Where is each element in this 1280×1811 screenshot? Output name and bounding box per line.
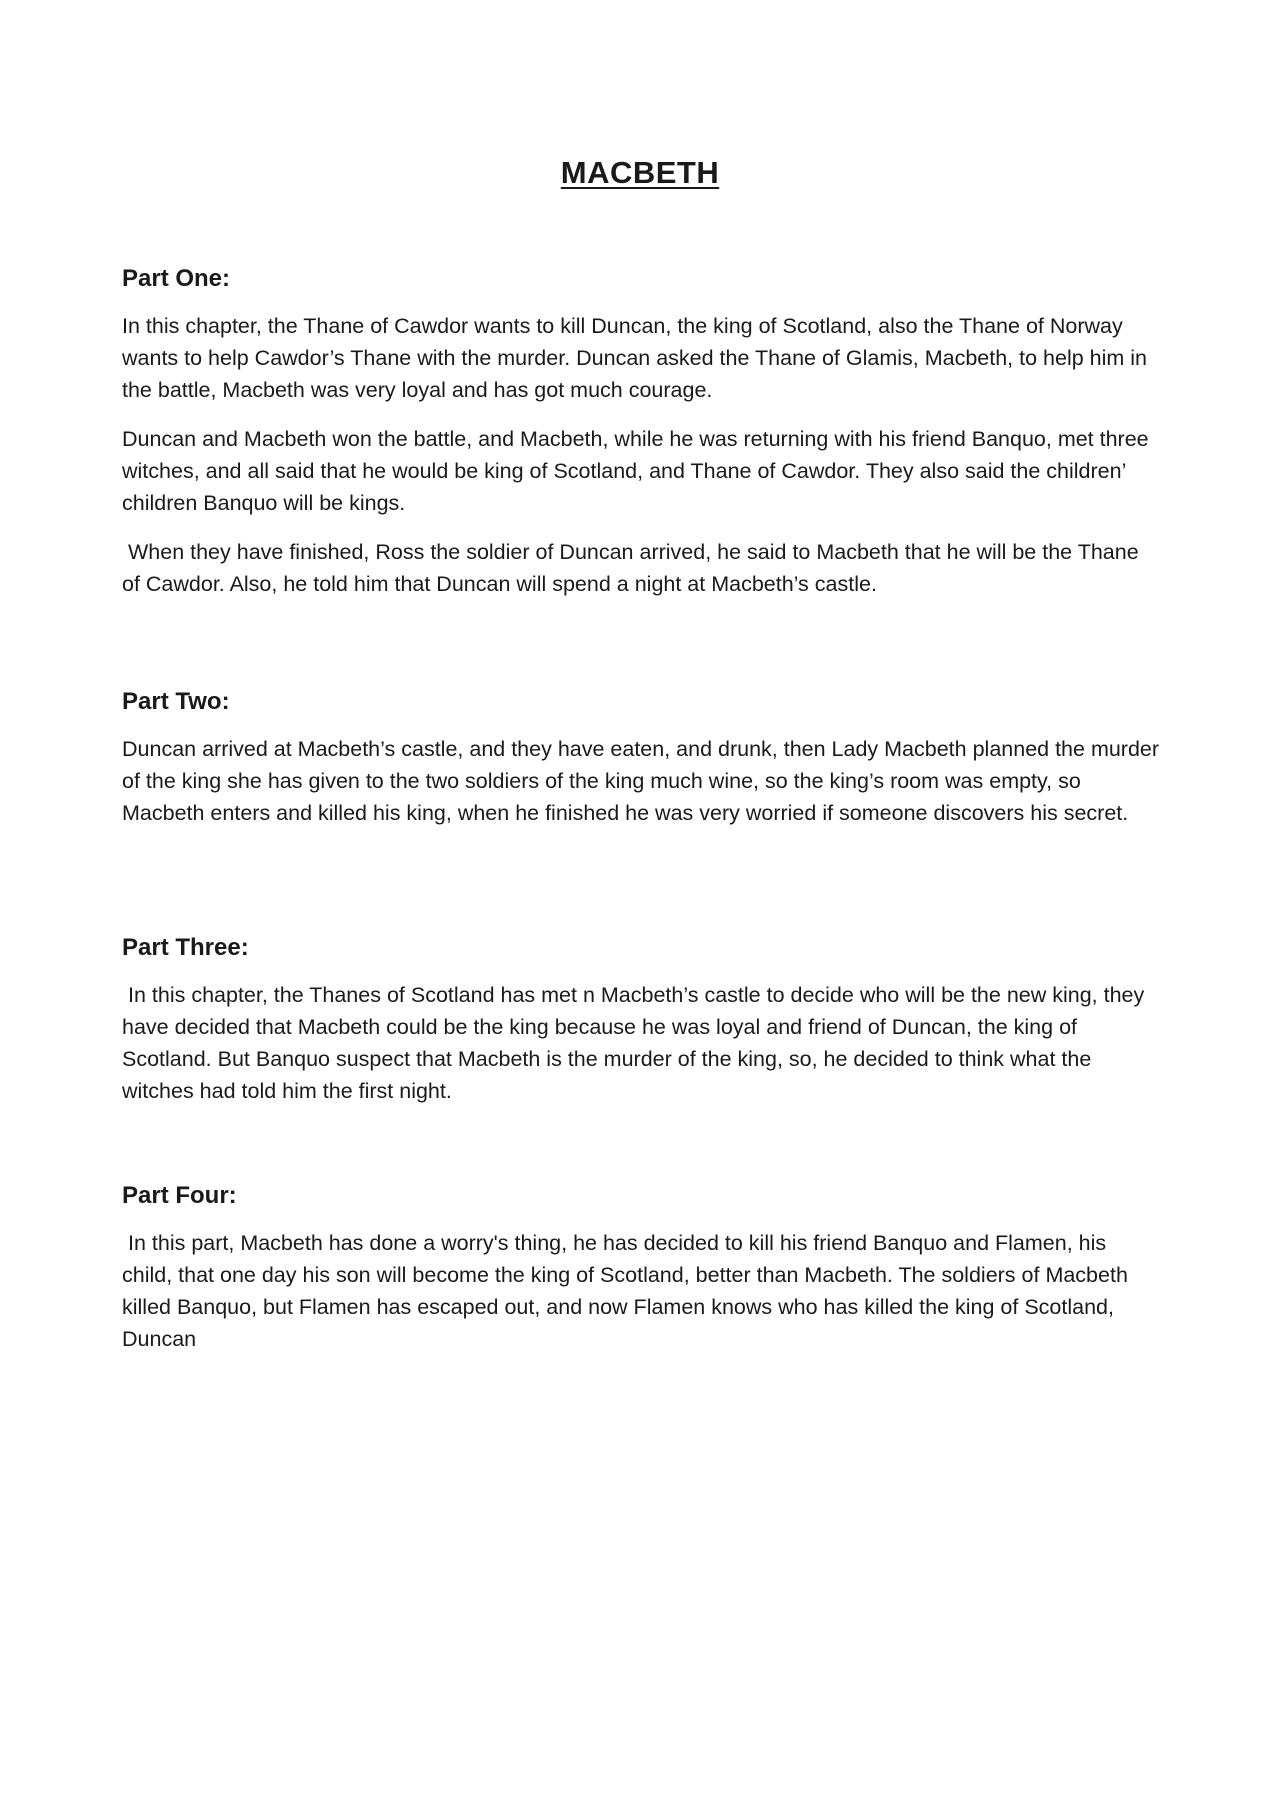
paragraph: Duncan and Macbeth won the battle, and Macbeth, while he was returning with his friend Banquo, met three witches, and all said that he would be king of Scotland, and Thane of Cawdor. They also said the children’ children Banquo will be kings. xyxy=(122,427,1149,515)
paragraph: Duncan arrived at Macbeth’s castle, and they have eaten, and drunk, then Lady Macbeth planned the murder of the king she has given to the two soldiers of the king much wine, so the king’s room was empty, so Macbeth enters and killed his king, when he finished he was very worried if someone discovers his secret. xyxy=(122,737,1160,825)
section-heading: Part One: xyxy=(122,265,231,292)
paragraph: When they have finished, Ross the soldier of Duncan arrived, he said to Macbeth that he will be the Thane of Cawdor. Also, he told him that Duncan will spend a night at Macbeth’s castle. xyxy=(122,540,1145,596)
section-heading: Part Four: xyxy=(122,1182,237,1209)
section-part-three xyxy=(122,933,1162,1124)
section-heading: Part Three: xyxy=(122,934,249,961)
paragraph: In this part, Macbeth has done a worry's thing, he has decided to kill his friend Banquo and Flamen, his child, that one day his son will become the king of Scotland, better than Macbeth. The soldiers of Macbeth killed Banquo, but Flamen has escaped out, and now Flamen knows who has killed the king of Scotland, Duncan xyxy=(122,1231,1134,1351)
paragraph: In this chapter, the Thane of Cawdor wants to kill Duncan, the king of Scotland, also the Thane of Norway wants to help Cawdor’s Thane with the murder. Duncan asked the Thane of Glamis, Macbeth, to help him in the battle, Macbeth was very loyal and has got much courage. xyxy=(122,314,1147,402)
section-part-four xyxy=(122,1181,1162,1372)
paragraph: In this chapter, the Thanes of Scotland has met n Macbeth’s castle to decide who will be the new king, they have decided that Macbeth could be the king because he was loyal and friend of Duncan, the king of Scotland. But Banquo suspect that Macbeth is the murder of the king, so, he decided to think what the witches had told him the first night. xyxy=(122,983,1151,1103)
section-heading: Part Two: xyxy=(122,688,230,715)
document-title: MACBETH xyxy=(560,155,720,190)
section-part-two xyxy=(122,687,1162,846)
section-part-one xyxy=(122,264,1162,617)
